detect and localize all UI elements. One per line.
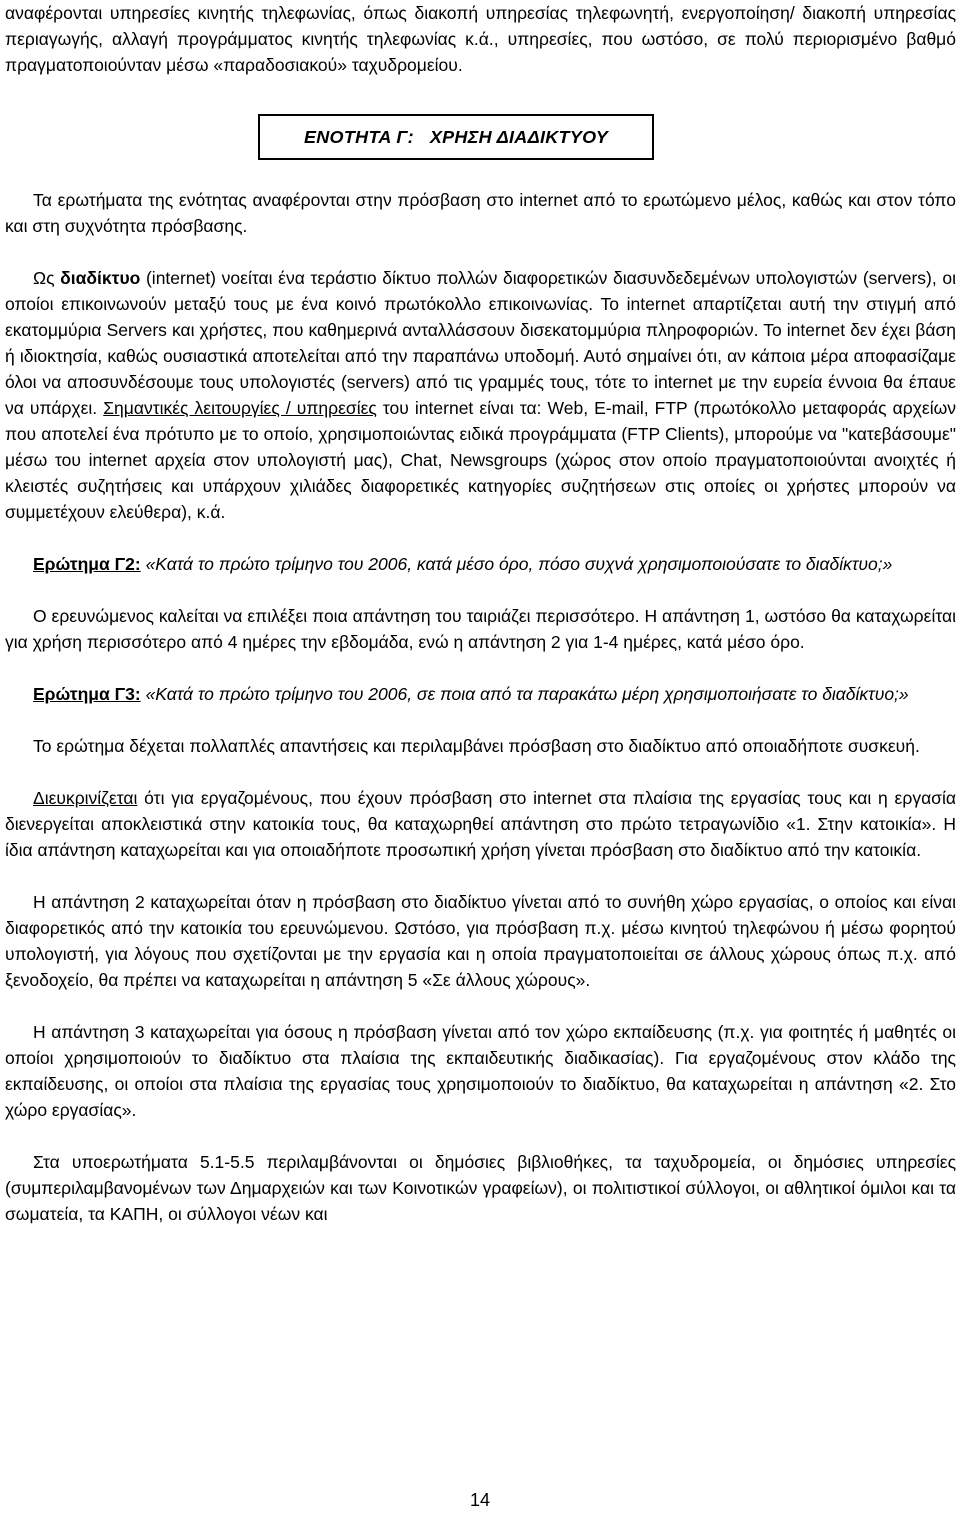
definition-term: διαδίκτυο <box>60 268 141 288</box>
question-g2-text: «Κατά το πρώτο τρίμηνο του 2006, κατά μέσο όρο, πόσο συχνά χρησιμοποιούσατε το διαδίκτυο;» <box>140 554 893 574</box>
question-g3-paragraph-3: Η απάντηση 2 καταχωρείται όταν η πρόσβαση στο διαδίκτυο γίνεται από το συνήθη χώρο εργασίας, ο οποίος και είναι διαφορετικός από την κατοικία του ερευνώμενου. Ωστόσο, για πρόσβαση π.χ. μέσω κινητού τηλεφώνου ή μέσω φορητού υπολογιστή, για λόγους που σχετίζονται με την εργασία και η οποία πραγματοποιείται σε άλλους χώρους όπως π.χ. από ξενοδοχείο, θα πρέπει να καταχωρείται η απάντηση 5 «Σε άλλους χώρους». <box>5 892 956 990</box>
question-g3-text: «Κατά το πρώτο τρίμηνο του 2006, σε ποια από τα παρακάτω μέρη χρησιμοποιήσατε το διαδίκτυο;» <box>140 684 909 704</box>
question-g3-paragraph-4: Η απάντηση 3 καταχωρείται για όσους η πρόσβαση γίνεται από τον χώρο εκπαίδευσης (π.χ. για φοιτητές ή μαθητές οι οποίοι χρησιμοποιούν το διαδίκτυο στα πλαίσια της εκπαιδευτικής διαδικασίας). Για εργαζομένους στον κλάδο της εκπαίδευσης, οι οποίοι στα πλαίσια της εργασίας τους χρησιμοποιούν το διαδίκτυο, θα καταχωρείται η απάντηση «2. Στο χώρο εργασίας». <box>5 1022 956 1120</box>
question-g3 <box>5 681 956 707</box>
section-title-box <box>258 114 654 160</box>
section-intro-paragraph: Τα ερωτήματα της ενότητας αναφέρονται στην πρόσβαση στο internet από το ερωτώμενο μέλος, καθώς και στον τόπο και στη συχνότητα πρόσβασης. <box>5 190 956 236</box>
internet-definition-paragraph <box>5 265 956 525</box>
document-page <box>5 0 956 1227</box>
definition-tail: του internet είναι τα: Web, E-mail, FTP (πρωτόκολλο μεταφοράς αρχείων που αποτελεί ένα πρότυπο με το οποίο, χρησιμοποιώντας ειδικά προγράμματα (FTP Clients), μπορούμε να "κατεβάσουμε" μέσω του internet αρχεία στον υπολογιστή μας), Chat, Newsgroups (χώρος στον οποίο πραγματοποιούνται ανοιχτές ή κλειστές συζητήσεις και υπάρχουν χιλιάδες διαφορετικές κατηγορίες συζητήσεων στις οποίες οι χρήστες μπορούν να συμμετέχουν ελεύθερα), κ.ά. <box>5 398 956 522</box>
definition-lead: Ως <box>33 268 61 288</box>
definition-body: (internet) νοείται ένα τεράστιο δίκτυο πολλών διαφορετικών διασυνδεδεμένων υπολογιστών (servers), οι οποίοι επικοινωνούν μεταξύ τους με ένα κοινό πρωτόκολλο επικοινωνίας. Το internet απαρτίζεται αυτή την στιγμή από εκατομμύρια Servers και χρήστες, που καθημερινά ανταλλάσσουν δισεκατομμύρια πληροφοριών. Το internet δεν έχει βάση ή ιδιοκτησία, καθώς ουσιαστικά αποτελείται από την παραπάνω υποδομή. Αυτό σημαίνει ότι, αν κάποια μέρα αποφασίζαμε όλοι να αποσυνδέσουμε τους υπολογιστές (servers) από τις γραμμές τους, τότε το internet με την ευρεία έννοια θα έπαυε να υπάρχει. <box>5 268 956 418</box>
question-g2 <box>5 551 956 577</box>
question-g3-paragraph-5: Στα υποερωτήματα 5.1-5.5 περιλαμβάνονται οι δημόσιες βιβλιοθήκες, τα ταχυδρομεία, οι δημόσιες υπηρεσίες (συμπεριλαμβανομένων των Δημαρχειών και των Κοινοτικών γραφείων), οι πολιτιστικοί σύλλογοι, οι αθλητικοί όμιλοι και τα σωματεία, τα ΚΑΠΗ, οι σύλλογοι νέων και <box>5 1152 956 1224</box>
functions-label: Σημαντικές λειτουργίες / υπηρεσίες <box>103 398 377 418</box>
question-g3-label: Ερώτημα Γ3: <box>33 684 141 704</box>
question-g3-paragraph-1: Το ερώτημα δέχεται πολλαπλές απαντήσεις και περιλαμβάνει πρόσβαση στο διαδίκτυο από οποιαδήποτε συσκευή. <box>33 736 920 756</box>
clarification-lead: Διευκρινίζεται <box>33 788 138 808</box>
question-g3-paragraph-2 <box>5 785 956 863</box>
question-g2-label: Ερώτημα Γ2: <box>33 554 141 574</box>
clarification-rest: ότι για εργαζομένους, που έχουν πρόσβαση στο internet στα πλαίσια της εργασίας τους και η εργασία διενεργείται αποκλειστικά στην κατοικία τους, θα καταχωρηθεί απάντηση στο πρώτο τετραγωνίδιο «1. Στην κατοικία». Η ίδια απάντηση καταχωρείται και για οποιαδήποτε προσωπική χρήση γίνεται πρόσβαση στο διαδίκτυο από την κατοικία. <box>5 788 956 860</box>
page-number: 14 <box>469 1490 491 1510</box>
question-g2-answer: Ο ερευνώμενος καλείται να επιλέξει ποια απάντηση του ταιριάζει περισσότερο. Η απάντηση 1, ωστόσο θα καταχωρείται για χρήση περισσότερο από 4 ημέρες την εβδομάδα, ενώ η απάντηση 2 για 1-4 ημέρες, κατά μέσο όρο. <box>5 606 956 652</box>
intro-paragraph: αναφέρονται υπηρεσίες κινητής τηλεφωνίας, όπως διακοπή υπηρεσίας τηλεφωνητή, ενεργοποίηση/ διακοπή υπηρεσίας περιαγωγής, αλλαγή προγράμματος κινητής τηλεφωνίας κ.ά., υπηρεσίες, που ωστόσο, σε πολύ περιορισμένο βαθμό πραγματοποιούνταν μέσω «παραδοσιακού» ταχυδρομείου. <box>5 3 956 75</box>
section-title: ΕΝΟΤΗΤΑ Γ: ΧΡΗΣΗ ΔΙΑΔΙΚΤΥΟΥ <box>303 127 609 147</box>
